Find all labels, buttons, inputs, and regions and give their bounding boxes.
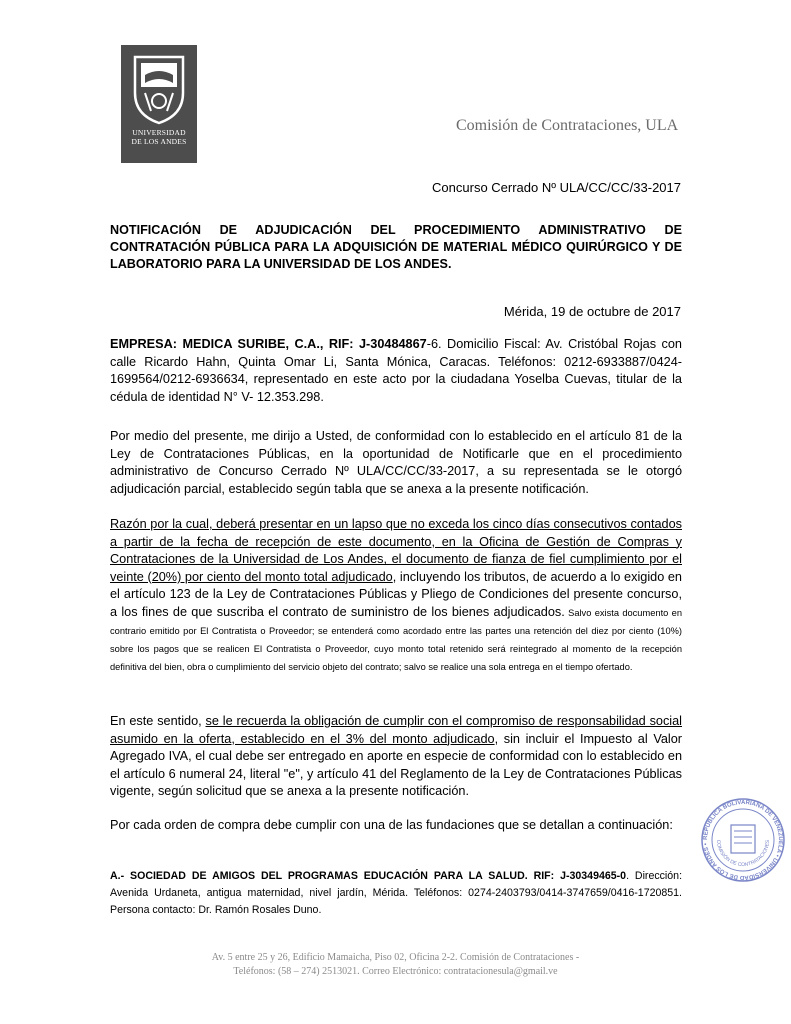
social-underlined-text: se le recuerda la obligación de cumplir con el compromiso de responsabilidad social asumido en la oferta, establecido en el 3% del monto adjudicado <box>110 714 683 746</box>
empresa-name-rif: EMPRESA: MEDICA SURIBE, C.A., RIF: J-30484867 <box>110 337 427 351</box>
logo-text-line2: DE LOS ANDES <box>131 136 187 146</box>
date-line: Mérida, 19 de octubre de 2017 <box>503 304 681 319</box>
svg-text:REPÚBLICA BOLIVARIANA DE VENEZ <box>703 800 783 880</box>
empresa-paragraph <box>110 336 682 406</box>
logo-text-line1: UNIVERSIDAD <box>132 128 186 137</box>
foundations-intro: Por cada orden de compra debe cumplir con una de las fundaciones que se detallan a continuación: <box>110 818 673 832</box>
concurso-reference: Concurso Cerrado Nº ULA/CC/CC/33-2017 <box>432 180 681 195</box>
social-pre-text: En este sentido, <box>110 714 206 728</box>
commission-title: Comisión de Contrataciones, ULA <box>456 117 679 134</box>
official-seal-stamp <box>700 797 786 883</box>
social-responsibility-paragraph <box>110 713 682 801</box>
empresa-details: -6. Domicilio Fiscal: Av. Cristóbal Rojas con calle Ricardo Hahn, Quinta Omar Li, Santa Mónica, Caracas. Teléfonos: 0212-6933887/0424-1699564/0212-6936634, representado en este acto por la ciudadana Yoselba Cuevas, titular de la cédula de identidad N° V- 12.353.298. <box>110 337 682 404</box>
retention-note: Salvo exista documento en contrario emitido por El Contratista o Proveedor; se entenderá como acordado entre las partes una retención del diez por ciento (10%) sobre los pagos que se realicen El Contratista o Proveedor, cuyo monto total retenido será reintegrado al momento de la recepción definitiva del bien, obra o cumplimiento del servicio objeto del contrato; salvo se realice una sola entrega en el tiempo ofertado. <box>110 607 682 672</box>
seal-inner-text: COMISIÓN DE CONTRATACIONES <box>714 839 772 869</box>
ula-logo <box>121 45 197 163</box>
foundation-a <box>110 868 682 919</box>
social-rest-text: , sin incluir el Impuesto al Valor Agregado IVA, el cual debe ser entregado en aporte en especie de conformidad con lo establecido en el artículo 6 numeral 24, literal "e", y artículo 41 del Reglamento de la Ley de Contrataciones Públicas vigente, según solicitud que se anexa a la presente notificación. <box>110 731 682 799</box>
university-crest-icon <box>131 53 187 125</box>
notification-heading: NOTIFICACIÓN DE ADJUDICACIÓN DEL PROCEDIMIENTO ADMINISTRATIVO DE CONTRATACIÓN PÚBLICA PARA LA ADQUISICIÓN DE MATERIAL MÉDICO QUIRÚRGICO Y DE LABORATORIO PARA LA UNIVERSIDAD DE LOS ANDES. <box>110 223 682 271</box>
fianza-underlined-text: Razón por la cual, deberá presentar en un lapso que no exceda los cinco días consecutivos contados a partir de la fecha de recepción de este documento, en la Oficina de Gestión de Compras y Contrataciones de la Universidad de Los Andes, el documento de fianza de fiel cumplimiento por el veinte (20%) por ciento del monto total adjudicado <box>110 517 682 584</box>
adjudication-paragraph: Por medio del presente, me dirijo a Usted, de conformidad con lo establecido en el artículo 81 de la Ley de Contrataciones Públicas, en la oportunidad de Notificarle que en el procedimiento administrativo de Concurso Cerrado Nº ULA/CC/CC/33-2017, a su representada se le otorgó adjudicación parcial, establecido según tabla que se anexa a la presente notificación. <box>110 429 682 496</box>
foundation-a-details: . Dirección: Avenida Urdaneta, antigua maternidad, nivel jardín, Mérida. Teléfonos: 0274-2403793/0414-3747659/0416-1720851. Persona contacto: Dr. Ramón Rosales Duno. <box>110 870 683 916</box>
fianza-paragraph <box>110 516 682 676</box>
footer-address: Av. 5 entre 25 y 26, Edificio Mamaicha, Piso 02, Oficina 2-2. Comisión de Contrataciones - <box>211 952 580 963</box>
fianza-text: , incluyendo los tributos, de acuerdo a lo exigido en el artículo 123 de la Ley de Contrataciones Públicas y Pliego de Condiciones del presente concurso, a los fines de que suscriba el contrato de suministro de los bienes adjudicados. <box>110 569 682 619</box>
foundation-a-name: A.- SOCIEDAD DE AMIGOS DEL PROGRAMAS EDUCACIÓN PARA LA SALUD. RIF: J-30349465-0 <box>110 870 627 882</box>
seal-outer-text: REPÚBLICA BOLIVARIANA DE VENEZUELA • UNIVERSIDAD DE LOS ANDES • <box>702 799 784 881</box>
footer-contact: Teléfonos: (58 – 274) 2513021. Correo Electrónico: contratacionesula@gmail.ve <box>233 966 558 977</box>
